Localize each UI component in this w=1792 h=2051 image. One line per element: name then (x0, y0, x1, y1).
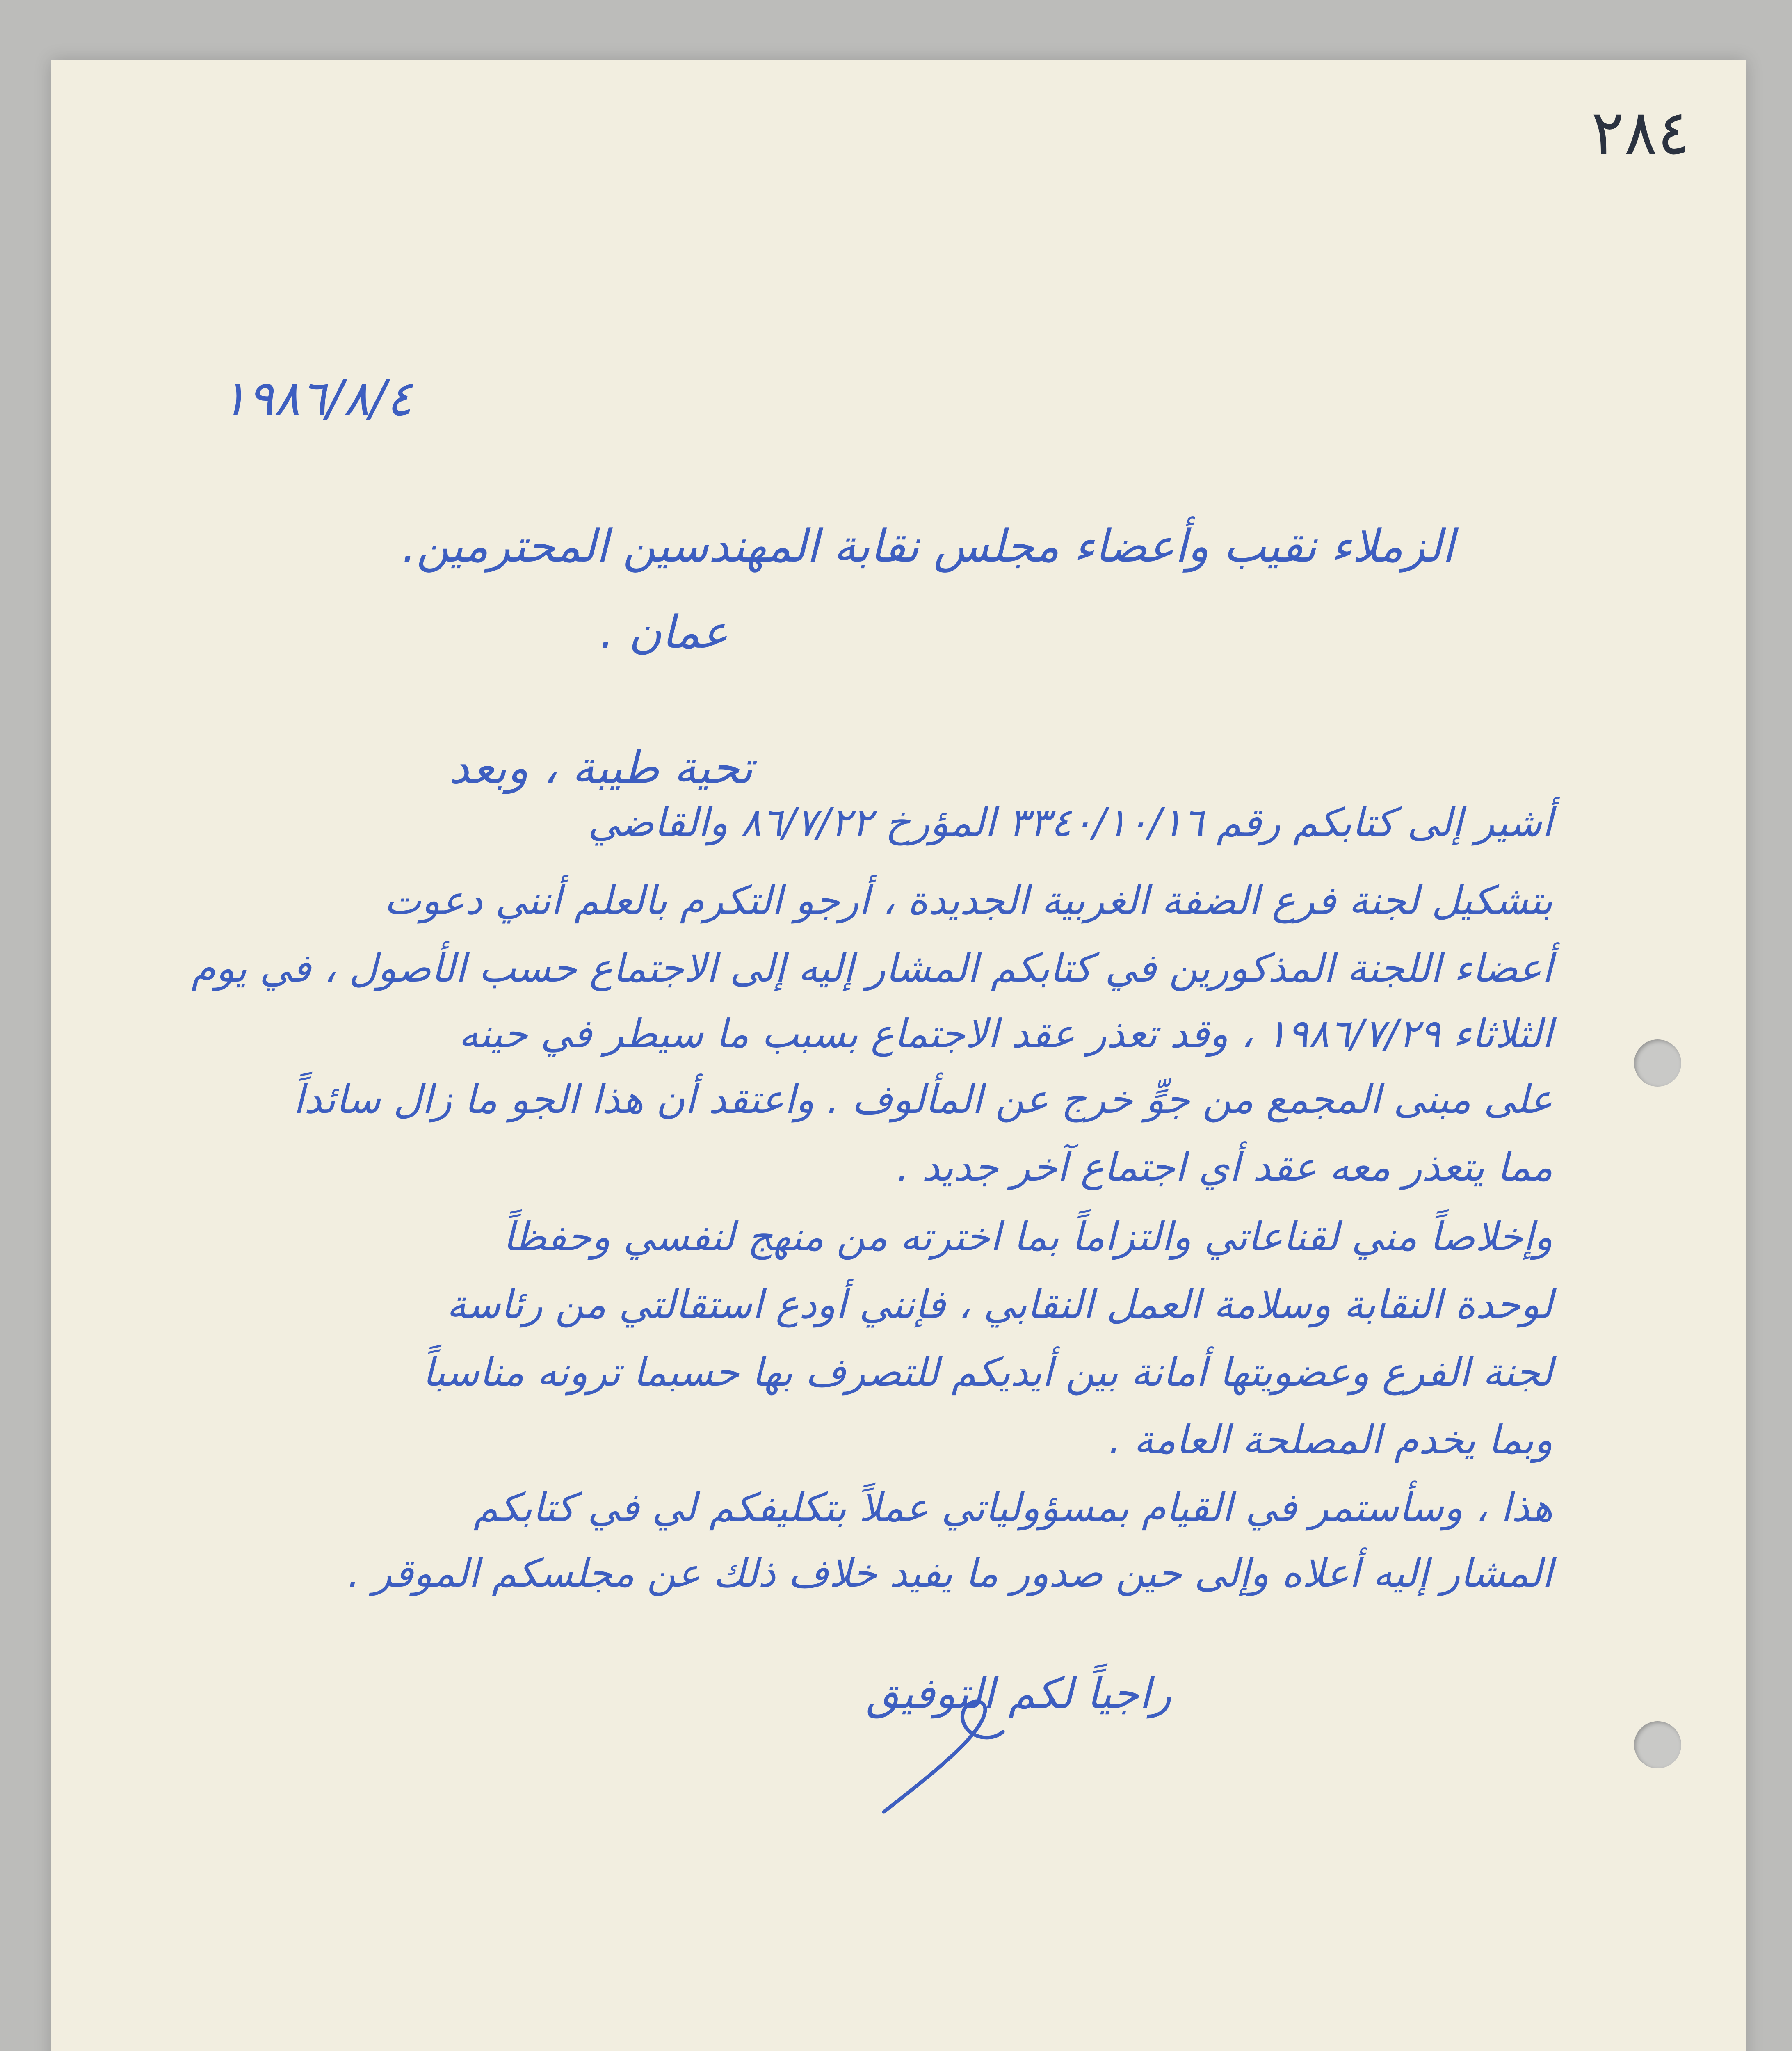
body-line: وإخلاصاً مني لقناعاتي والتزاماً بما اخترته من منهج لنفسي وحفظاً (503, 1214, 1553, 1260)
greeting: تحية طيبة ، وبعد (449, 741, 753, 794)
body-line: لجنة الفرع وعضويتها أمانة بين أيديكم للتصرف بها حسبما ترونه مناسباً (422, 1349, 1553, 1395)
body-line: على مبنى المجمع من جوٍّ خرج عن المألوف . واعتقد أن هذا الجو ما زال سائداً (293, 1076, 1553, 1122)
body-line: أعضاء اللجنة المذكورين في كتابكم المشار إليه إلى الاجتماع حسب الأصول ، في يوم (191, 945, 1553, 991)
folio-number: ٢٨٤ (1591, 97, 1690, 169)
body-line: بتشكيل لجنة فرع الضفة الغربية الجديدة ، أرجو التكرم بالعلم أنني دعوت (384, 877, 1553, 923)
body-line: أشير إلى كتابكم رقم ٣٣٤٠/١٠/١٦ المؤرخ ٨٦/٧/٢٢ والقاضي (588, 799, 1553, 845)
punch-hole (1634, 1721, 1681, 1768)
letter-date: ١٩٨٦/٨/٤ (221, 370, 413, 427)
punch-hole (1634, 1039, 1681, 1087)
addressee-line: الزملاء نقيب وأعضاء مجلس نقابة المهندسين المحترمين. (402, 520, 1454, 572)
body-line: وبما يخدم المصلحة العامة . (1108, 1417, 1553, 1463)
addressee-city: عمان . (600, 606, 728, 658)
body-line: الثلاثاء ١٩٨٦/٧/٢٩ ، وقد تعذر عقد الاجتماع بسبب ما سيطر في حينه (458, 1011, 1553, 1057)
body-line: المشار إليه أعلاه وإلى حين صدور ما يفيد خلاف ذلك عن مجلسكم الموقر . (347, 1550, 1553, 1596)
signature (867, 1693, 1023, 1820)
body-line: مما يتعذر معه عقد أي اجتماع آخر جديد . (897, 1144, 1553, 1190)
body-line: لوحدة النقابة وسلامة العمل النقابي ، فإنني أودع استقالتي من رئاسة (446, 1281, 1553, 1327)
letter-page (51, 60, 1746, 2051)
body-line: هذا ، وسأستمر في القيام بمسؤولياتي عملاً بتكليفكم لي في كتابكم (473, 1485, 1553, 1530)
sign-off: راجياً لكم التوفيق (866, 1668, 1171, 1718)
